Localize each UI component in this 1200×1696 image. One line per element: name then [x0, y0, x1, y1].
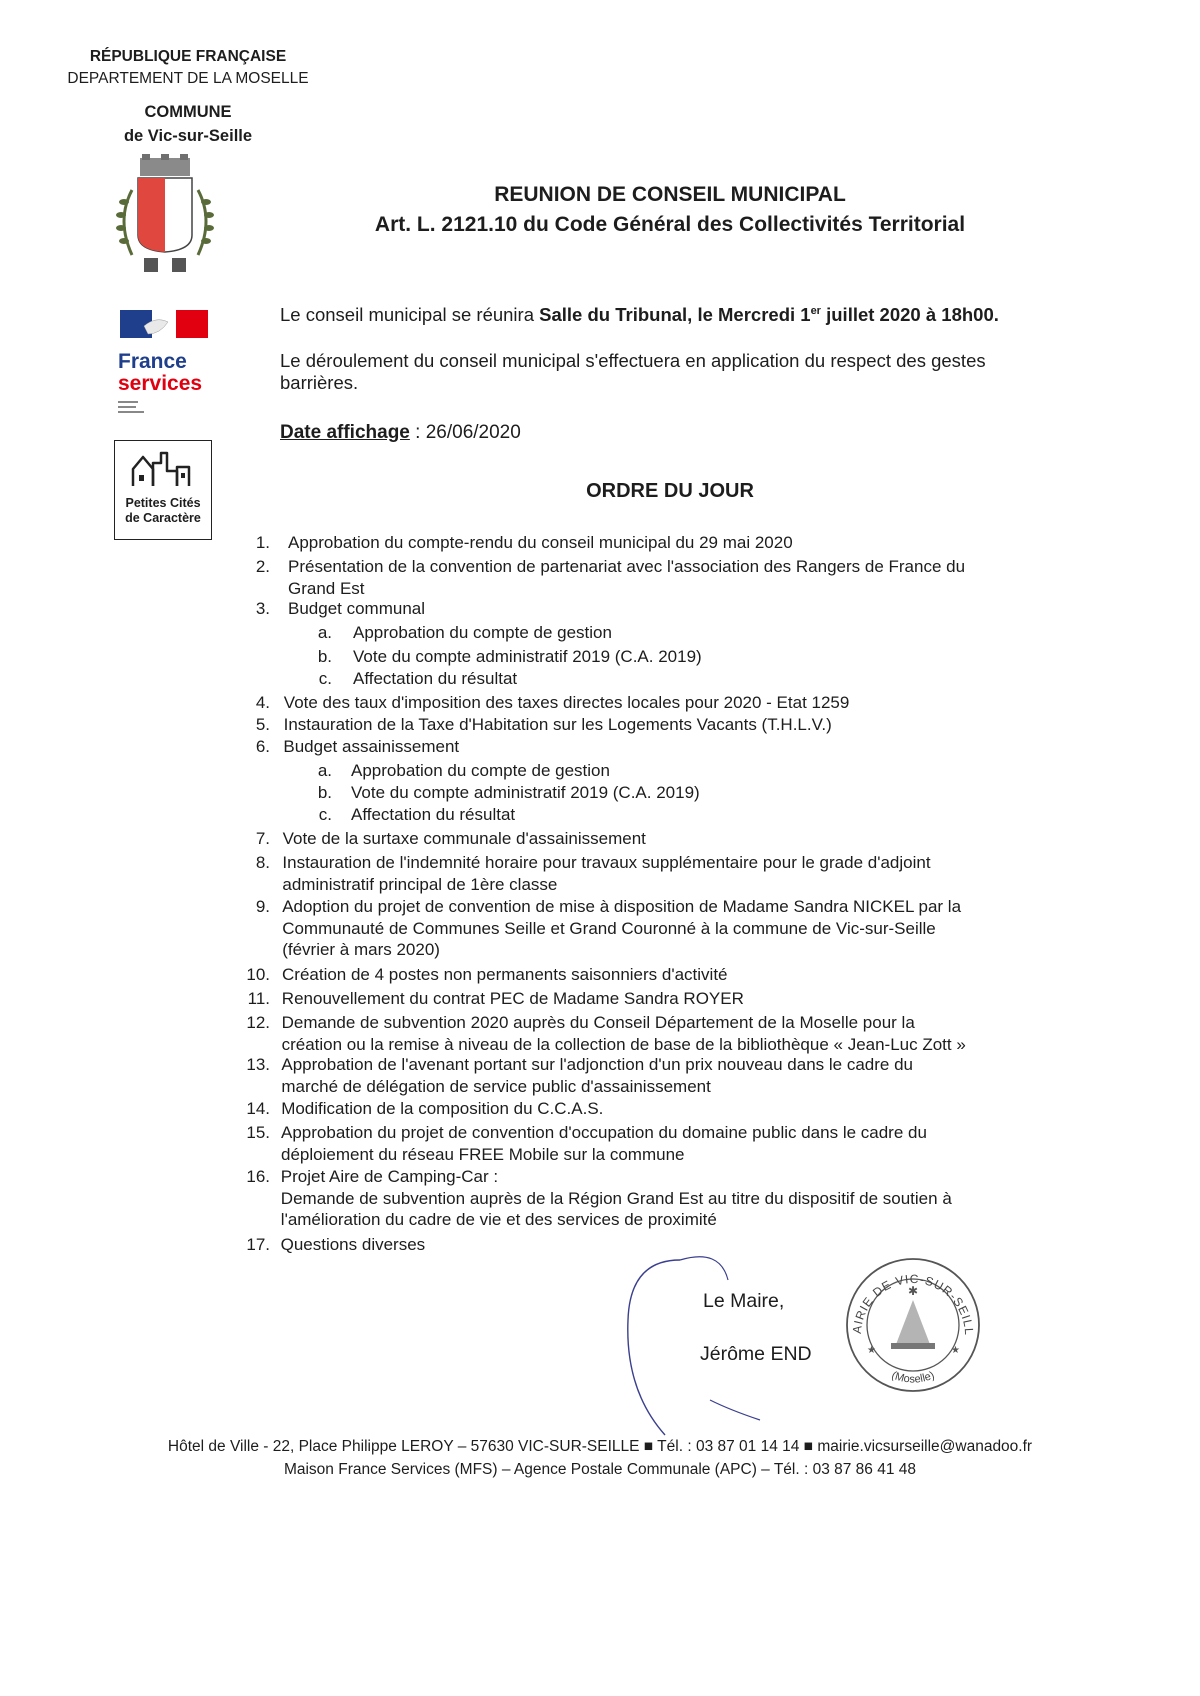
agenda-item-text: l'amélioration du cadre de vie et des services de proximité [280, 1210, 717, 1229]
agenda-item-text: Vote du compte administratif 2019 (C.A. 2019) [351, 783, 700, 802]
meeting-date-sup: er [810, 305, 821, 317]
agenda-item-number: 14. [246, 1099, 270, 1118]
signature-role: Le Maire, [703, 1290, 785, 1312]
handwritten-signature [610, 1250, 810, 1450]
agenda-item-text: Demande de subvention auprès de la Région Grand Est au titre du dispositif de soutien à [280, 1188, 952, 1208]
agenda-item-text: Approbation de l'avenant portant sur l'adjonction d'un prix nouveau dans le cadre du [281, 1055, 914, 1074]
agenda-item-number: 4. [255, 693, 270, 712]
agenda-item-number: a. [317, 761, 332, 780]
agenda-item-text: déploiement du réseau FREE Mobile sur la commune [281, 1144, 685, 1164]
agenda-item-text: Approbation du compte de gestion [351, 761, 610, 780]
agenda-item-number: 1. [255, 533, 270, 552]
svg-text:★: ★ [867, 1345, 876, 1356]
agenda-item-text: Instauration de l'indemnité horaire pour travaux supplémentaire pour le grade d'adjoint [282, 853, 931, 872]
agenda-item-text: Projet Aire de Camping-Car : [280, 1167, 499, 1186]
agenda-item-text: Présentation de la convention de partenariat avec l'association des Rangers de France du [288, 557, 966, 576]
departement-label: DEPARTEMENT DE LA MOSELLE [67, 70, 309, 87]
svg-text:★: ★ [951, 1345, 960, 1356]
agenda-item-text: Adoption du projet de convention de mise à disposition de Madame Sandra NICKEL par la [282, 897, 962, 916]
agenda-item-text: Affectation du résultat [351, 805, 516, 824]
agenda-item-text: Approbation du compte-rendu du conseil municipal du 29 mai 2020 [288, 533, 793, 552]
agenda-item-text: Questions diverses [280, 1235, 426, 1254]
agenda-item-number: 11. [247, 989, 270, 1008]
agenda-item-number: c. [318, 805, 332, 824]
agenda-item-number: 10. [246, 965, 270, 984]
petites-cites-line1: Petites Cités [125, 496, 201, 510]
agenda-item-text: Budget assainissement [283, 737, 460, 756]
france-services-word2: services [118, 372, 203, 395]
agenda-item-text: Vote des taux d'imposition des taxes directes locales pour 2020 - Etat 1259 [283, 693, 850, 712]
agenda-item-number: 8. [255, 853, 270, 872]
agenda-item-text: Vote du compte administratif 2019 (C.A. 2019) [353, 647, 702, 666]
france-services-word1: France [118, 350, 187, 373]
agenda-item-number: 3. [255, 599, 270, 618]
agenda-item-text: Instauration de la Taxe d'Habitation sur les Logements Vacants (T.H.L.V.) [283, 715, 832, 734]
agenda-title: ORDRE DU JOUR [586, 480, 754, 502]
agenda-item-text: marché de délégation de service public d'assainissement [281, 1076, 711, 1096]
petites-cites-line2: de Caractère [125, 511, 201, 525]
stamp-text-top: AIRIE DE VIC-SUR-SEILL [849, 1271, 977, 1337]
agenda-item-text: (février à mars 2020) [282, 940, 440, 959]
agenda-item-number: 12. [246, 1013, 270, 1032]
agenda-item-number: 7. [255, 829, 270, 848]
agenda-item-text: création ou la remise à niveau de la collection de base de la bibliothèque « Jean-Luc Zott » [281, 1034, 966, 1054]
date-affichage-sep: : [409, 422, 426, 443]
commune-name: de Vic-sur-Seille [123, 127, 253, 145]
svg-text:(Moselle) [890, 1369, 937, 1385]
date-affichage-label: Date affichage [280, 422, 410, 443]
agenda-item-text: Communauté de Communes Seille et Grand Couronné à la commune de Vic-sur-Seille [282, 918, 936, 938]
agenda-item-number: 13. [246, 1055, 270, 1074]
agenda-item-number: b. [317, 647, 332, 666]
agenda-item-number: 9. [255, 897, 270, 916]
agenda-item-number: a. [317, 623, 332, 642]
stamp-text-bottom: (Moselle) [889, 1369, 937, 1386]
document-subtitle: Art. L. 2121.10 du Code Général des Collectivités Territorial [374, 213, 966, 236]
agenda-item-text: administratif principal de 1ère classe [282, 874, 558, 894]
meeting-measures: Le déroulement du conseil municipal s'effectuera en application du respect des gestes barrières. [280, 350, 986, 393]
agenda-item-number: 16. [246, 1167, 270, 1186]
meeting-date-rest: juillet 2020 à 18h00. [820, 304, 999, 326]
agenda-item-text: Création de 4 postes non permanents saisonniers d'activité [282, 965, 728, 984]
signature-name: Jérôme END [700, 1343, 812, 1365]
republique-label: RÉPUBLIQUE FRANÇAISE [89, 48, 287, 65]
agenda-item-number: 15. [246, 1123, 270, 1142]
meeting-place-date: Salle du Tribunal, le Mercredi 1 [539, 304, 811, 326]
meeting-intro: Le conseil municipal se réunira [280, 304, 540, 326]
agenda-item-number: 2. [255, 557, 270, 576]
agenda-item-number: b. [317, 783, 332, 802]
agenda-item-number: 5. [255, 715, 270, 734]
agenda-item-number: 17. [246, 1235, 270, 1254]
agenda-item-text: Grand Est [288, 578, 365, 598]
agenda-item-number: 6. [255, 737, 270, 756]
agenda-item-text: Budget communal [288, 599, 426, 618]
agenda-item-text: Approbation du projet de convention d'occupation du domaine public dans le cadre du [281, 1123, 927, 1142]
footer-services: Maison France Services (MFS) – Agence Postale Communale (APC) – Tél. : 03 87 86 41 48 [283, 1461, 917, 1478]
agenda-item-text: Demande de subvention 2020 auprès du Conseil Département de la Moselle pour la [281, 1013, 915, 1032]
document-title: REUNION DE CONSEIL MUNICIPAL [494, 183, 846, 206]
agenda-item-text: Affectation du résultat [353, 669, 518, 688]
agenda-item-text: Modification de la composition du C.C.A.S. [281, 1099, 604, 1118]
mairie-stamp [843, 1255, 983, 1395]
agenda-item-text: Vote de la surtaxe communale d'assainissement [282, 829, 646, 848]
agenda-item-text: Renouvellement du contrat PEC de Madame Sandra ROYER [281, 989, 744, 1008]
agenda-item-number: c. [318, 669, 332, 688]
svg-text:✱: ✱ [907, 1284, 919, 1298]
commune-label: COMMUNE [144, 103, 232, 121]
agenda-item-text: Approbation du compte de gestion [353, 623, 612, 642]
footer-address: Hôtel de Ville - 22, Place Philippe LEROY – 57630 VIC-SUR-SEILLE ■ Tél. : 03 87 01 14 14 ■ mairie.vicsurseille@wanadoo.fr [167, 1438, 1033, 1455]
date-affichage-value: 26/06/2020 [425, 422, 521, 443]
